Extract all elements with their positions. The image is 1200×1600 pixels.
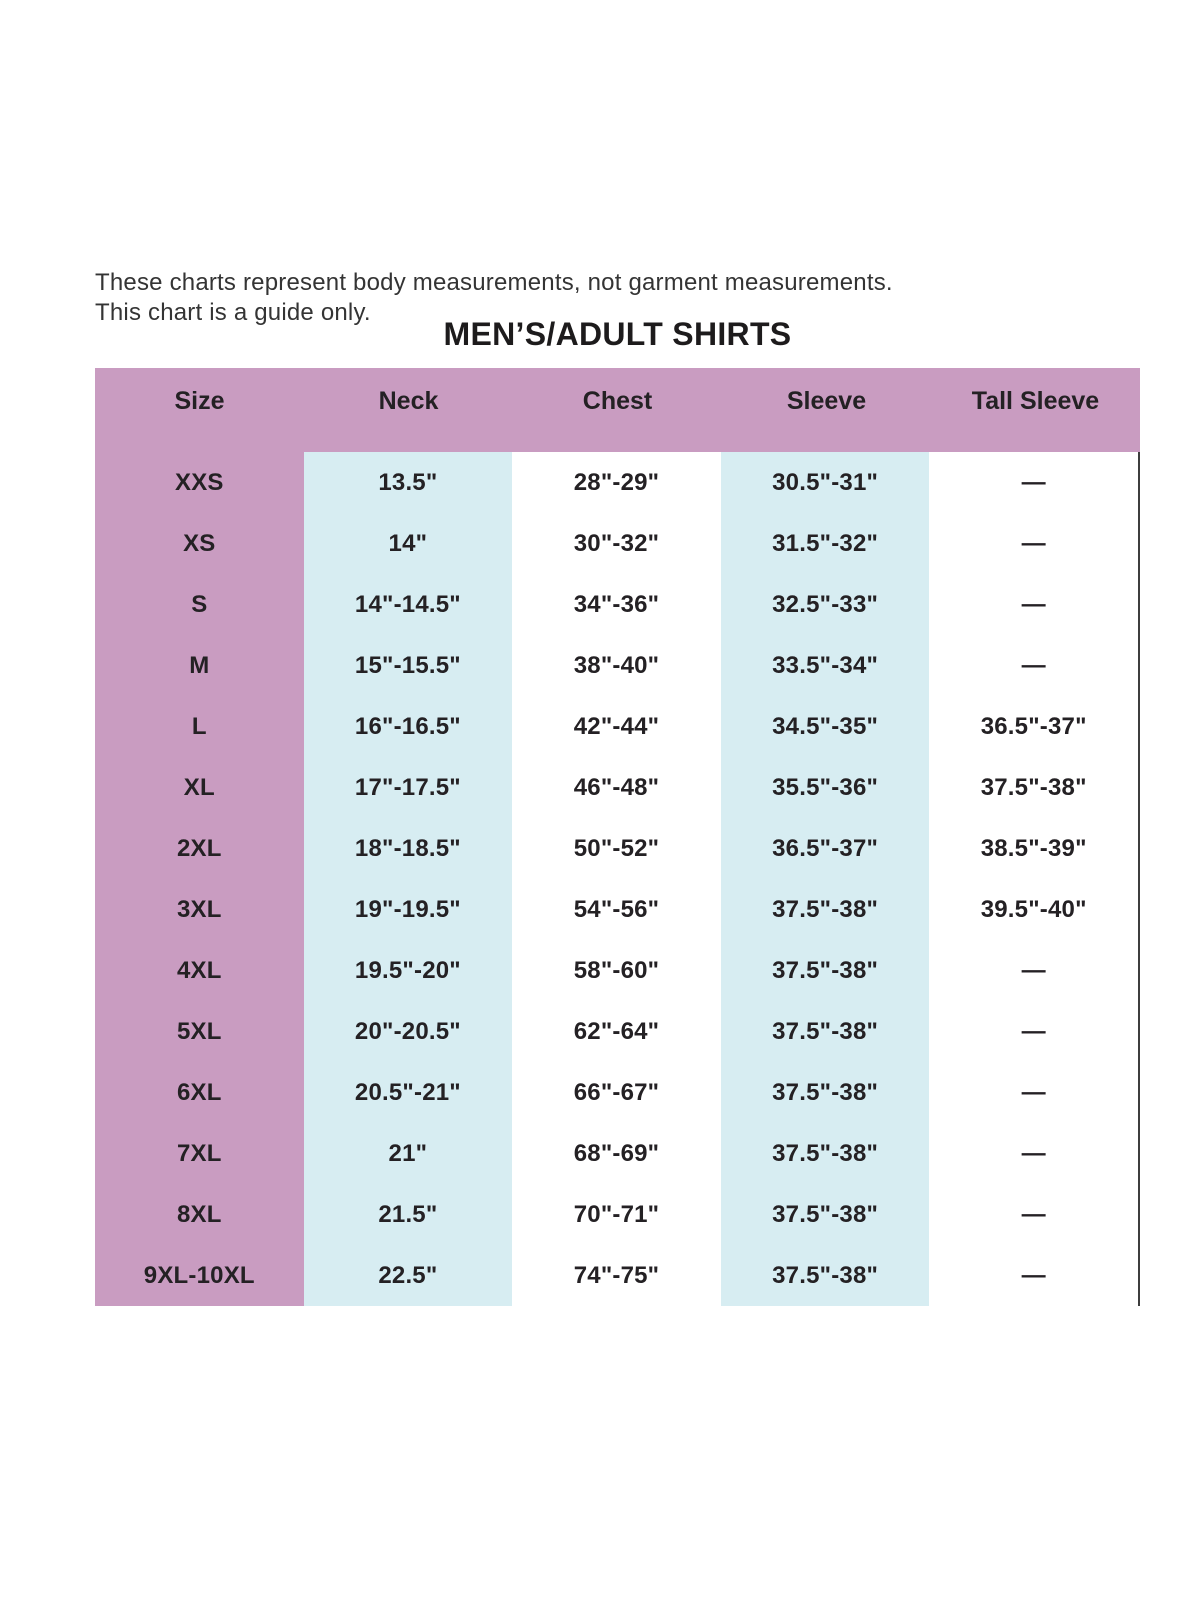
cell-tall-sleeve-value: — bbox=[929, 1062, 1138, 1123]
cell-sleeve-value: 37.5"-38" bbox=[721, 1123, 930, 1184]
cell-size-label: 8XL bbox=[95, 1184, 304, 1245]
cell-chest-value: 28"-29" bbox=[512, 452, 721, 513]
cell-chest-value: 46"-48" bbox=[512, 757, 721, 818]
table-header-row bbox=[95, 368, 1140, 452]
cell-tall-sleeve-value: — bbox=[929, 1245, 1138, 1306]
cell-tall-sleeve-value: — bbox=[929, 940, 1138, 1001]
cell-chest-value: 58"-60" bbox=[512, 940, 721, 1001]
cell-chest-value: 74"-75" bbox=[512, 1245, 721, 1306]
cell-size-label: XS bbox=[95, 513, 304, 574]
table-row bbox=[95, 1001, 1138, 1062]
table-row bbox=[95, 940, 1138, 1001]
cell-tall-sleeve-value: 37.5"-38" bbox=[929, 757, 1138, 818]
cell-size-label: 3XL bbox=[95, 879, 304, 940]
cell-sleeve-value: 37.5"-38" bbox=[721, 1062, 930, 1123]
cell-chest-value: 70"-71" bbox=[512, 1184, 721, 1245]
cell-size-label: L bbox=[95, 696, 304, 757]
cell-size-label: 2XL bbox=[95, 818, 304, 879]
cell-sleeve-value: 37.5"-38" bbox=[721, 1245, 930, 1306]
cell-sleeve-value: 34.5"-35" bbox=[721, 696, 930, 757]
cell-chest-value: 62"-64" bbox=[512, 1001, 721, 1062]
cell-neck-value: 19"-19.5" bbox=[304, 879, 513, 940]
cell-neck-value: 20.5"-21" bbox=[304, 1062, 513, 1123]
cell-chest-value: 34"-36" bbox=[512, 574, 721, 635]
cell-tall-sleeve-value: — bbox=[929, 513, 1138, 574]
table-row bbox=[95, 1062, 1138, 1123]
cell-sleeve-value: 35.5"-36" bbox=[721, 757, 930, 818]
cell-chest-value: 50"-52" bbox=[512, 818, 721, 879]
cell-tall-sleeve-value: — bbox=[929, 635, 1138, 696]
table-row bbox=[95, 696, 1138, 757]
cell-sleeve-value: 30.5"-31" bbox=[721, 452, 930, 513]
cell-tall-sleeve-value: 38.5"-39" bbox=[929, 818, 1138, 879]
cell-neck-value: 13.5" bbox=[304, 452, 513, 513]
cell-size-label: XXS bbox=[95, 452, 304, 513]
table-row bbox=[95, 513, 1138, 574]
cell-size-label: 9XL-10XL bbox=[95, 1245, 304, 1306]
cell-tall-sleeve-value: 36.5"-37" bbox=[929, 696, 1138, 757]
cell-neck-value: 17"-17.5" bbox=[304, 757, 513, 818]
cell-chest-value: 68"-69" bbox=[512, 1123, 721, 1184]
disclaimer-line1: These charts represent body measurements, not garment measurements. bbox=[95, 269, 893, 296]
cell-sleeve-value: 31.5"-32" bbox=[721, 513, 930, 574]
cell-neck-value: 18"-18.5" bbox=[304, 818, 513, 879]
cell-sleeve-value: 33.5"-34" bbox=[721, 635, 930, 696]
cell-sleeve-value: 37.5"-38" bbox=[721, 1184, 930, 1245]
disclaimer-line2: This chart is a guide only. bbox=[95, 299, 371, 326]
cell-size-label: 5XL bbox=[95, 1001, 304, 1062]
cell-size-label: S bbox=[95, 574, 304, 635]
cell-sleeve-value: 37.5"-38" bbox=[721, 940, 930, 1001]
table-body bbox=[95, 452, 1140, 1306]
cell-tall-sleeve-value: — bbox=[929, 1184, 1138, 1245]
cell-tall-sleeve-value: — bbox=[929, 1123, 1138, 1184]
cell-chest-value: 42"-44" bbox=[512, 696, 721, 757]
cell-neck-value: 19.5"-20" bbox=[304, 940, 513, 1001]
cell-tall-sleeve-value: — bbox=[929, 452, 1138, 513]
cell-size-label: 6XL bbox=[95, 1062, 304, 1123]
cell-neck-value: 21.5" bbox=[304, 1184, 513, 1245]
table-row bbox=[95, 818, 1138, 879]
table-row bbox=[95, 1123, 1138, 1184]
cell-chest-value: 30"-32" bbox=[512, 513, 721, 574]
cell-sleeve-value: 37.5"-38" bbox=[721, 879, 930, 940]
column-header-tall-sleeve: Tall Sleeve bbox=[971, 387, 1100, 415]
table-row bbox=[95, 879, 1138, 940]
cell-size-label: M bbox=[95, 635, 304, 696]
column-header-neck: Neck bbox=[378, 387, 439, 415]
table-row bbox=[95, 1245, 1138, 1306]
cell-neck-value: 21" bbox=[304, 1123, 513, 1184]
cell-tall-sleeve-value: 39.5"-40" bbox=[929, 879, 1138, 940]
table-row bbox=[95, 452, 1138, 513]
cell-sleeve-value: 32.5"-33" bbox=[721, 574, 930, 635]
cell-size-label: XL bbox=[95, 757, 304, 818]
cell-neck-value: 20"-20.5" bbox=[304, 1001, 513, 1062]
cell-tall-sleeve-value: — bbox=[929, 1001, 1138, 1062]
cell-chest-value: 38"-40" bbox=[512, 635, 721, 696]
page-title: MEN’S/ADULT SHIRTS bbox=[443, 316, 792, 352]
table-row bbox=[95, 1184, 1138, 1245]
table-row bbox=[95, 757, 1138, 818]
table-row bbox=[95, 635, 1138, 696]
cell-neck-value: 22.5" bbox=[304, 1245, 513, 1306]
cell-sleeve-value: 37.5"-38" bbox=[721, 1001, 930, 1062]
cell-tall-sleeve-value: — bbox=[929, 574, 1138, 635]
table-row bbox=[95, 574, 1138, 635]
cell-size-label: 4XL bbox=[95, 940, 304, 1001]
cell-neck-value: 14"-14.5" bbox=[304, 574, 513, 635]
cell-size-label: 7XL bbox=[95, 1123, 304, 1184]
cell-sleeve-value: 36.5"-37" bbox=[721, 818, 930, 879]
cell-neck-value: 15"-15.5" bbox=[304, 635, 513, 696]
column-header-size: Size bbox=[174, 387, 225, 415]
cell-chest-value: 54"-56" bbox=[512, 879, 721, 940]
cell-neck-value: 16"-16.5" bbox=[304, 696, 513, 757]
cell-neck-value: 14" bbox=[304, 513, 513, 574]
mens-adult-shirts-table bbox=[95, 368, 1140, 1306]
column-header-sleeve: Sleeve bbox=[786, 387, 867, 415]
column-header-chest: Chest bbox=[582, 387, 653, 415]
cell-chest-value: 66"-67" bbox=[512, 1062, 721, 1123]
